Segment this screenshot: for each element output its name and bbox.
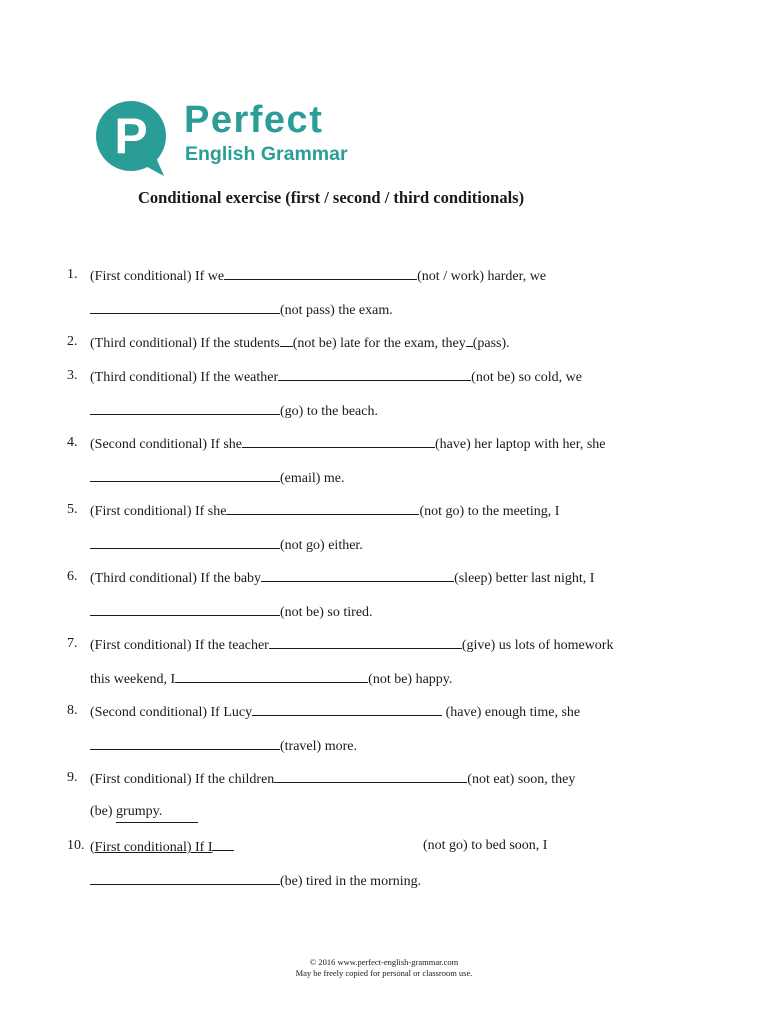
question-number: 9. xyxy=(67,770,78,785)
question-number: 4. xyxy=(67,435,78,450)
answer-blank[interactable] xyxy=(466,332,473,347)
answer-blank[interactable] xyxy=(242,433,435,448)
question-text: (sleep) better last night, I xyxy=(454,571,595,586)
footer-usage-note: May be freely copied for personal or classroom use. xyxy=(295,968,473,978)
speech-bubble-logo-icon xyxy=(90,101,174,177)
question-text: (Second conditional) If Lucy xyxy=(90,705,253,720)
question-text: (not be) happy. xyxy=(368,672,453,687)
question-number: 3. xyxy=(67,368,78,383)
question-number: 2. xyxy=(67,334,78,349)
question-text: (not / work) harder, we xyxy=(417,269,547,284)
question-text: (Third conditional) If the baby xyxy=(90,571,262,586)
answer-blank[interactable] xyxy=(90,870,280,885)
question-text: (Third conditional) If the weather xyxy=(90,370,279,385)
question-text: (First conditional) If she xyxy=(90,504,227,519)
question-text: (not go) to the meeting, I xyxy=(419,504,560,519)
question-text: (First conditional) If the children xyxy=(90,772,275,787)
question-text: (be) tired in the morning. xyxy=(280,874,422,889)
answer-blank[interactable] xyxy=(90,400,280,415)
question-text: (not be) so cold, we xyxy=(471,370,582,385)
answer-blank[interactable] xyxy=(90,467,280,482)
answer-blank[interactable] xyxy=(274,768,467,783)
answer-blank[interactable] xyxy=(90,299,280,314)
question-text: (email) me. xyxy=(280,471,345,486)
question-text: (Third conditional) If the students xyxy=(90,336,280,351)
question-text: grumpy. xyxy=(116,804,163,819)
question-text: (not pass) the exam. xyxy=(280,303,393,318)
question-number: 5. xyxy=(67,502,78,517)
question-text: (First conditional) If we xyxy=(90,269,225,284)
answer-blank[interactable] xyxy=(269,634,462,649)
question-text: (not go) to bed soon, I xyxy=(423,838,548,853)
question-text: (go) to the beach. xyxy=(280,404,378,419)
question-number: 6. xyxy=(67,569,78,584)
question-text: (not be) late for the exam, they xyxy=(292,336,466,351)
answer-blank[interactable] xyxy=(280,332,293,347)
question-number: 10. xyxy=(67,838,85,853)
logo-word-english-grammar: English Grammar xyxy=(185,143,348,165)
answer-blank[interactable] xyxy=(278,366,471,381)
footer-copyright: © 2016 www.perfect-english-grammar.com xyxy=(309,957,459,967)
question-number: 7. xyxy=(67,636,78,651)
answer-blank[interactable] xyxy=(175,668,368,683)
question-number: 8. xyxy=(67,703,78,718)
question-text: (travel) more. xyxy=(280,739,357,754)
logo-letter: P xyxy=(114,108,148,164)
question-text: (have) enough time, she xyxy=(442,705,581,720)
question-text: (not go) either. xyxy=(280,538,363,553)
question-text: First conditional) If I xyxy=(94,840,213,855)
question-text: (not be) so tired. xyxy=(280,605,373,620)
answer-blank[interactable] xyxy=(212,836,234,851)
answer-blank[interactable] xyxy=(261,567,454,582)
question-text: (Second conditional) If she xyxy=(90,437,243,452)
page-title: Conditional exercise (first / second / third conditionals) xyxy=(138,188,525,207)
logo xyxy=(90,101,380,177)
question-text: ( xyxy=(90,840,95,855)
question-text: (have) her laptop with her, she xyxy=(435,437,606,452)
question-text: (pass). xyxy=(472,336,510,351)
question-text: (First conditional) If the teacher xyxy=(90,638,269,653)
question-text: this weekend, I xyxy=(90,672,176,687)
answer-blank[interactable] xyxy=(252,701,442,716)
question-number: 1. xyxy=(67,267,78,282)
logo-word-perfect: Perfect xyxy=(184,99,324,141)
answer-blank[interactable] xyxy=(90,534,280,549)
answer-blank[interactable] xyxy=(90,735,280,750)
answer-blank[interactable] xyxy=(224,265,417,280)
answer-blank[interactable] xyxy=(90,601,280,616)
answer-blank[interactable] xyxy=(116,802,198,823)
answer-blank[interactable] xyxy=(226,500,419,515)
question-text: (be) xyxy=(90,804,117,819)
question-text: (give) us lots of homework xyxy=(461,638,614,653)
question-text: (not eat) soon, they xyxy=(467,772,576,787)
